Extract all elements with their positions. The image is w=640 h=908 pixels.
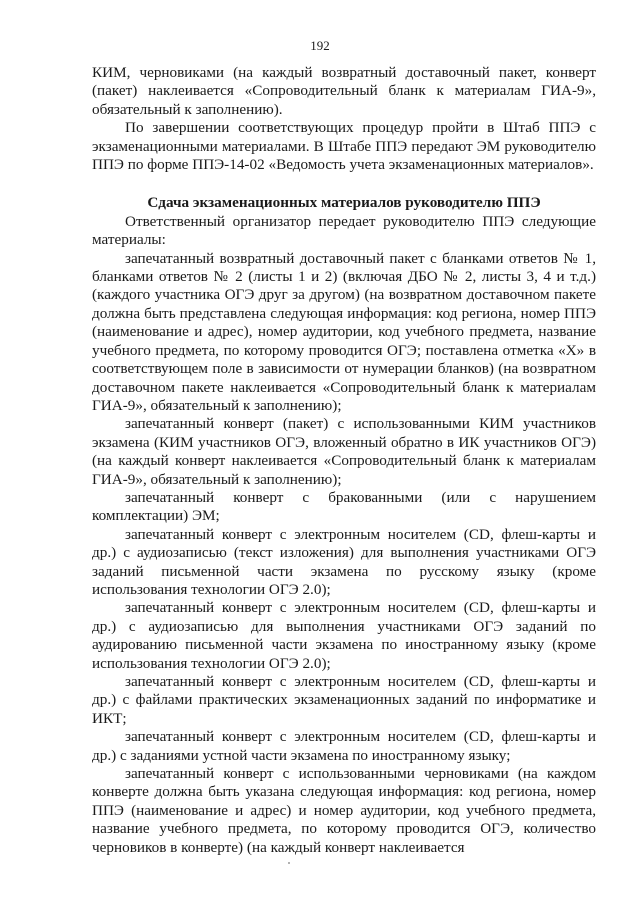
list-item-foreign-audio-envelope: запечатанный конверт с электронным носителем (CD, флеш-карты и др.) с аудиозаписью для выполнения участниками ОГЭ заданий по аудированию письменной части экзамена по иностранному языку (кроме использования технологии ОГЭ 2.0); [92, 599, 596, 672]
list-item-informatics-envelope: запечатанный конверт с электронным носителем (CD, флеш-карты и др.) с файлами практических экзаменационных заданий по информатике и ИКТ; [92, 673, 596, 727]
list-item-oral-part-envelope: запечатанный конверт с электронным носителем (CD, флеш-карты и др.) с заданиями устной части экзамена по иностранному языку; [92, 728, 596, 764]
page-number: 192 [310, 38, 330, 53]
list-item-kim-envelope: запечатанный конверт (пакет) с использованными КИМ участников экзамена (КИМ участников ОГЭ, вложенный обратно в ИК участников ОГЭ) (на каждый конверт наклеивается «Сопроводительный бланк к материалам ГИА-9», обязательный к заполнению); [92, 415, 596, 488]
list-item-return-package: запечатанный возвратный доставочный пакет с бланками ответов № 1, бланками ответов № 2 (листы 1 и 2) (включая ДБО № 2, листы 3, 4 и т.д.) (каждого участника ОГЭ друг за другом) (на возвратном доставочном пакете должна быть представлена следующая информация: код региона, номер ППЭ (наименование и адрес), номер аудитории, код учебного предмета, название учебного предмета, по которому проводится ОГЭ; поставлена отметка «Х» в соответствующем поле в зависимости от нумерации бланков) (на возвратном доставочном пакете наклеивается «Сопроводительный бланк к материалам ГИА-9», обязательный к заполнению); [92, 249, 596, 414]
list-item-defective-envelope: запечатанный конверт с бракованными (или с нарушением комплектации) ЭМ; [92, 488, 596, 525]
list-item-russian-audio-envelope: запечатанный конверт с электронным носителем (CD, флеш-карты и др.) с аудиозаписью (текст изложения) для выполнения участниками ОГЭ заданий письменной части экзамена по русскому языку (кроме использования технологии ОГЭ 2.0); [92, 525, 596, 598]
paragraph-headquarters: По завершении соответствующих процедур пройти в Штаб ППЭ с экзаменационными материалами. В Штабе ППЭ передают ЭМ руководителю ППЭ по форме ППЭ-14-02 «Ведомость учета экзаменационных материалов». [92, 119, 596, 174]
document-body [92, 64, 596, 857]
paragraph-continuation: КИМ, черновиками (на каждый возвратный доставочный пакет, конверт (пакет) наклеивается «Сопроводительный бланк к материалам ГИА-9», обязательный к заполнению). [92, 64, 596, 118]
list-item-drafts-envelope: запечатанный конверт с использованными черновиками (на каждом конверте должна быть указана следующая информация: код региона, номер ППЭ (наименование и адрес) и номер аудитории, код учебного предмета, название учебного предмета, по которому проводится ОГЭ, количество черновиков в конверте) (на каждый конверт наклеивается [92, 765, 596, 856]
section-heading: Сдача экзаменационных материалов руководителю ППЭ [147, 194, 541, 212]
scan-speck [288, 862, 290, 864]
paragraph-intro: Ответственный организатор передает руководителю ППЭ следующие материалы: [92, 212, 596, 249]
